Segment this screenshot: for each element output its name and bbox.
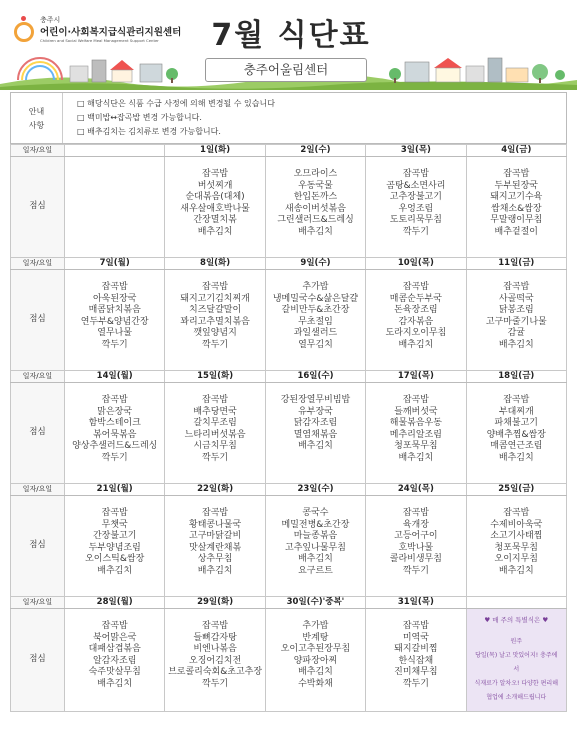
menu-item: 소고기사태찜 (490, 531, 543, 541)
menu-item: 열무나물 (97, 328, 133, 338)
menu-item: 깍두기 (101, 339, 128, 350)
menu-item: 깍두기 (202, 339, 229, 350)
date-cell (466, 597, 566, 609)
menu-item: 깍두기 (202, 678, 229, 689)
menu-cell (165, 609, 265, 712)
menu-item: 청포묵무침 (494, 542, 539, 553)
menu-item: 두부양념조림 (88, 542, 141, 553)
menu-item: 배추김치 (97, 678, 133, 689)
meal-row (11, 270, 567, 371)
menu-cell (466, 383, 566, 484)
menu-cell (265, 157, 365, 258)
notice-line: □ 해당식단은 식품 수급 사정에 의해 변경될 수 있습니다 (77, 97, 275, 111)
special-note-line: 당일(목) 날고 맛있어지! 충주에서 (475, 651, 558, 673)
menu-item: 멸염채볶음 (293, 429, 338, 440)
menu-cell (366, 609, 466, 712)
menu-item: 매콤닭치볶음 (88, 305, 141, 315)
special-note-line: 원주 (510, 637, 523, 645)
menu-item: 꽈리고추멸치볶음 (180, 316, 250, 327)
menu-cell (165, 496, 265, 597)
date-cell: 14일(월) (65, 371, 165, 383)
menu-item: 감자볶음 (398, 316, 434, 327)
menu-item: 메밀전병&초간장 (281, 519, 350, 530)
menu-item: 배추김치 (498, 339, 534, 350)
menu-item: 숙주맛살무침 (88, 667, 141, 677)
menu-item: 잡곡밥 (101, 621, 128, 631)
menu-cell (366, 270, 466, 371)
menu-item: 잡곡밥 (402, 395, 429, 405)
date-cell: 30일(수)'중복' (265, 597, 365, 609)
menu-item: 간장불고기 (92, 531, 137, 541)
meal-row-label: 점심 (11, 496, 65, 597)
page-title: 7월 식단표 (211, 18, 371, 53)
meal-row (11, 157, 567, 258)
date-row (11, 258, 567, 270)
menu-cell (466, 270, 566, 371)
menu-item: 연두부&양념간장 (80, 316, 149, 327)
menu-item: 고등어구이 (394, 531, 438, 541)
menu-cell (265, 609, 365, 712)
notice-lines (77, 97, 275, 139)
menu-item: 상추무침 (197, 554, 233, 564)
menu-item: 유부장국 (298, 406, 333, 417)
menu-item: 볶어묵볶음 (92, 429, 137, 440)
date-cell: 4일(금) (466, 145, 566, 157)
menu-item: 배추김치 (398, 452, 434, 463)
menu-table (10, 144, 567, 712)
menu-item: 배추김치 (298, 554, 333, 564)
menu-item: 잡곡밥 (503, 282, 530, 292)
menu-item: 깍두기 (402, 678, 429, 689)
menu-item: 도토리묵무침 (389, 215, 442, 225)
menu-item: 한식잡채 (398, 655, 434, 666)
menu-item: 배추김치 (398, 339, 434, 350)
menu-item: 맑은장국 (97, 406, 133, 417)
menu-cell (466, 496, 566, 597)
date-row-label: 일자/요일 (11, 597, 65, 609)
menu-item: 깍두기 (402, 226, 429, 237)
menu-item: 메추리알조림 (389, 429, 442, 440)
menu-item: 배추당면국 (193, 406, 237, 417)
menu-item: 곰탕&소면사리 (386, 180, 446, 191)
meal-row-label: 점심 (11, 383, 65, 484)
menu-item: 갈치무조림 (193, 418, 237, 428)
menu-item: 열무김치 (298, 339, 333, 350)
menu-item: 돼지고기김치찌개 (180, 293, 250, 304)
menu-cell (65, 496, 165, 597)
menu-cell (265, 496, 365, 597)
menu-item: 잡곡밥 (202, 169, 229, 179)
menu-item: 깍두기 (202, 452, 229, 463)
menu-item: 오므라이스 (293, 169, 338, 179)
menu-item: 배추겉절이 (494, 226, 539, 237)
menu-item: 깍두기 (402, 565, 429, 576)
date-cell: 15일(화) (165, 371, 265, 383)
menu-item: 잡곡밥 (503, 508, 530, 518)
menu-cell (265, 383, 365, 484)
date-cell: 2일(수) (265, 145, 365, 157)
menu-item: 잡곡밥 (402, 508, 429, 518)
menu-item: 북어맑은국 (92, 632, 137, 643)
date-cell: 10일(목) (366, 258, 466, 270)
date-cell: 22일(화) (165, 484, 265, 496)
date-cell: 24일(목) (366, 484, 466, 496)
menu-cell (165, 270, 265, 371)
menu-cell (366, 496, 466, 597)
meal-row (11, 383, 567, 484)
menu-item: 들뼈감자탕 (193, 632, 237, 643)
menu-item: 돼지갈비찜 (394, 644, 438, 654)
menu-item: 갈비만두&초간장 (281, 305, 350, 315)
menu-cell (165, 157, 265, 258)
date-row-label: 일자/요일 (11, 258, 65, 270)
menu-item: 콜라비생무침 (389, 554, 442, 564)
menu-item: 감귤 (507, 328, 525, 338)
menu-item: 고구마줄기나물 (485, 316, 547, 327)
date-cell: 1일(화) (165, 145, 265, 157)
menu-item: 진미채무침 (394, 667, 438, 677)
notice-label (11, 93, 63, 143)
meal-row-label: 점심 (11, 609, 65, 712)
menu-item: 마늘종볶음 (293, 531, 338, 541)
menu-item: 배추김치 (298, 667, 333, 677)
logo-english-name: Children and Social Welfare Meal Management Support Center (40, 38, 159, 43)
menu-cell (65, 157, 165, 258)
date-cell: 29일(화) (165, 597, 265, 609)
menu-item: 수박화채 (298, 678, 333, 689)
date-cell: 7일(월) (65, 258, 165, 270)
date-cell: 23일(수) (265, 484, 365, 496)
date-row (11, 597, 567, 609)
menu-cell (265, 270, 365, 371)
menu-item: 무챗국 (101, 519, 128, 530)
date-cell: 8일(화) (165, 258, 265, 270)
menu-item: 양파장아찌 (293, 655, 338, 666)
menu-item: 배추김치 (97, 565, 133, 576)
menu-item: 잡곡밥 (101, 282, 128, 292)
notice-label-line2: 사항 (28, 121, 45, 130)
menu-item: 잡곡밥 (202, 395, 229, 405)
menu-item: 치즈달걀말이 (189, 305, 242, 315)
menu-item: 알감자조림 (92, 655, 137, 666)
date-cell (65, 145, 165, 157)
menu-cell (165, 383, 265, 484)
menu-item: 오이스틱&쌈장 (85, 554, 145, 564)
menu-item: 부대찌개 (498, 406, 534, 417)
menu-item: 배추김치 (197, 565, 233, 576)
special-note-line: 식재료가 알차오! 다양한 편리해 (474, 679, 559, 687)
menu-item: 미역국 (402, 632, 429, 643)
menu-item: 들깨버섯국 (394, 406, 438, 417)
menu-cell (65, 383, 165, 484)
menu-item: 수제비아욱국 (490, 519, 543, 530)
menu-item: 닭감자조림 (293, 418, 338, 428)
center-logo (14, 14, 184, 54)
date-row-label: 일자/요일 (11, 145, 65, 157)
meal-row-label: 점심 (11, 157, 65, 258)
menu-item: 닭봉조림 (498, 305, 534, 315)
date-cell: 11일(금) (466, 258, 566, 270)
logo-circle-icon (14, 22, 34, 42)
date-cell: 3일(목) (366, 145, 466, 157)
menu-item: 고추잎나물무침 (285, 542, 346, 553)
special-note-title: ♥ 매 주의 특별식은 ♥ (484, 616, 549, 625)
menu-item: 무말랭이무침 (490, 215, 543, 225)
menu-item: 배추김치 (498, 452, 534, 463)
menu-item: 도라지오이무침 (385, 328, 447, 338)
menu-item: 두부된장국 (494, 180, 539, 191)
menu-item: 매콤연근조림 (490, 441, 543, 451)
menu-item: 깻잎양념지 (193, 328, 237, 338)
special-note-line: 협업에 소개해드립니다 (486, 693, 547, 701)
menu-cell (65, 270, 165, 371)
menu-item: 양상추샐러드&드레싱 (72, 441, 158, 451)
menu-item: 깍두기 (101, 452, 128, 463)
date-row (11, 145, 567, 157)
menu-item: 우동국물 (298, 180, 333, 191)
date-cell: 17일(목) (366, 371, 466, 383)
menu-item: 잡곡밥 (402, 282, 429, 292)
menu-item: 매콤순두부국 (389, 293, 442, 304)
logo-city: 충주시 (40, 16, 61, 24)
special-note-cell (466, 609, 566, 712)
date-cell: 16일(수) (265, 371, 365, 383)
menu-item: 순대볶음(대체) (185, 192, 245, 202)
logo-name: 어린이·사회복지급식관리지원센터 (40, 27, 182, 38)
menu-cell (366, 383, 466, 484)
menu-item: 파채불고기 (494, 418, 539, 428)
menu-item: 사골떡국 (498, 293, 534, 304)
notice-line: □ 배추김치는 김치류로 변경 가능합니다. (77, 125, 275, 139)
notice-label-line1: 안내 (28, 107, 45, 116)
notice-line: □ 백미밥↔잡곡밥 변경 가능합니다. (77, 111, 275, 125)
menu-cell (65, 609, 165, 712)
menu-item: 쌈채소&쌈장 (491, 203, 542, 214)
menu-item: 잡곡밥 (202, 508, 229, 518)
menu-item: 고구마닭갈비 (189, 531, 242, 541)
menu-item: 새우살애호박나물 (180, 203, 250, 214)
menu-cell (366, 157, 466, 258)
menu-item: 호박나물 (398, 542, 434, 553)
date-cell: 28일(월) (65, 597, 165, 609)
date-cell: 18일(금) (466, 371, 566, 383)
menu-item: 반계탕 (302, 632, 329, 643)
menu-item: 시금치무침 (193, 441, 237, 451)
menu-item: 돈육장조림 (394, 305, 438, 315)
menu-item: 육개장 (402, 519, 429, 530)
date-row-label: 일자/요일 (11, 484, 65, 496)
menu-item: 대패삼겹볶음 (88, 644, 141, 654)
meal-row (11, 609, 567, 712)
menu-item: 배추김치 (498, 565, 534, 576)
date-row (11, 371, 567, 383)
menu-item: 오징어김치전 (189, 655, 242, 666)
menu-item: 배추김치 (298, 441, 333, 451)
menu-item: 강된장열무비빔밥 (280, 395, 351, 405)
menu-item: 잡곡밥 (101, 395, 128, 405)
menu-item: 버섯찌개 (197, 180, 233, 191)
menu-item: 잡곡밥 (402, 621, 429, 631)
menu-item: 한입돈까스 (293, 192, 338, 202)
menu-item: 아욱된장국 (92, 293, 137, 304)
menu-item: 오이고추된장무침 (280, 644, 351, 654)
menu-item: 잡곡밥 (402, 169, 429, 179)
menu-item: 그린샐러드&드레싱 (277, 215, 354, 225)
menu-item: 배추김치 (298, 226, 333, 237)
menu-item: 잡곡밥 (503, 395, 530, 405)
menu-item: 비엔나볶음 (193, 644, 237, 654)
menu-item: 배추김치 (197, 226, 233, 237)
meal-row-label: 점심 (11, 270, 65, 371)
menu-item: 잡곡밥 (101, 508, 128, 518)
menu-item: 우엉조림 (398, 203, 434, 214)
menu-item: 청포묵무침 (394, 441, 438, 451)
date-cell: 21일(월) (65, 484, 165, 496)
date-cell: 25일(금) (466, 484, 566, 496)
menu-item: 브로콜리숙회&초고추장 (168, 667, 263, 677)
menu-item: 맛살계란채볶 (189, 542, 242, 553)
menu-item: 잡곡밥 (202, 282, 229, 292)
menu-item: 냉메밀국수&삶은달걀 (272, 293, 359, 304)
center-name: 충주어울림센터 (205, 58, 367, 82)
notice-box (10, 92, 567, 144)
menu-item: 오이지무침 (494, 554, 539, 564)
date-row (11, 484, 567, 496)
menu-item: 고추장불고기 (389, 192, 442, 202)
menu-item: 양배추찜&쌈장 (486, 429, 546, 440)
menu-item: 함박스테이크 (88, 418, 141, 428)
menu-item: 추가밥 (302, 621, 329, 631)
menu-item: 간장멸치볶 (193, 215, 237, 225)
menu-item: 콩국수 (302, 508, 329, 518)
menu-item: 새송이버섯볶음 (285, 203, 346, 214)
date-cell: 9일(수) (265, 258, 365, 270)
date-cell: 31일(목) (366, 597, 466, 609)
menu-item: 추가밥 (302, 282, 329, 292)
menu-item: 황태콩나물국 (189, 519, 242, 530)
logo-dot-icon (21, 16, 26, 21)
menu-item: 느타리버섯볶음 (184, 429, 246, 440)
menu-item: 잡곡밥 (202, 621, 229, 631)
meal-row (11, 496, 567, 597)
menu-item: 잡곡밥 (503, 169, 530, 179)
menu-item: 해물볶음우동 (389, 418, 442, 428)
menu-item: 무초절임 (298, 316, 333, 327)
menu-item: 돼지고기수육 (490, 192, 543, 202)
menu-cell (466, 157, 566, 258)
header (0, 0, 577, 92)
menu-item: 요구르트 (298, 565, 333, 576)
menu-item: 과일샐러드 (293, 328, 338, 338)
date-row-label: 일자/요일 (11, 371, 65, 383)
